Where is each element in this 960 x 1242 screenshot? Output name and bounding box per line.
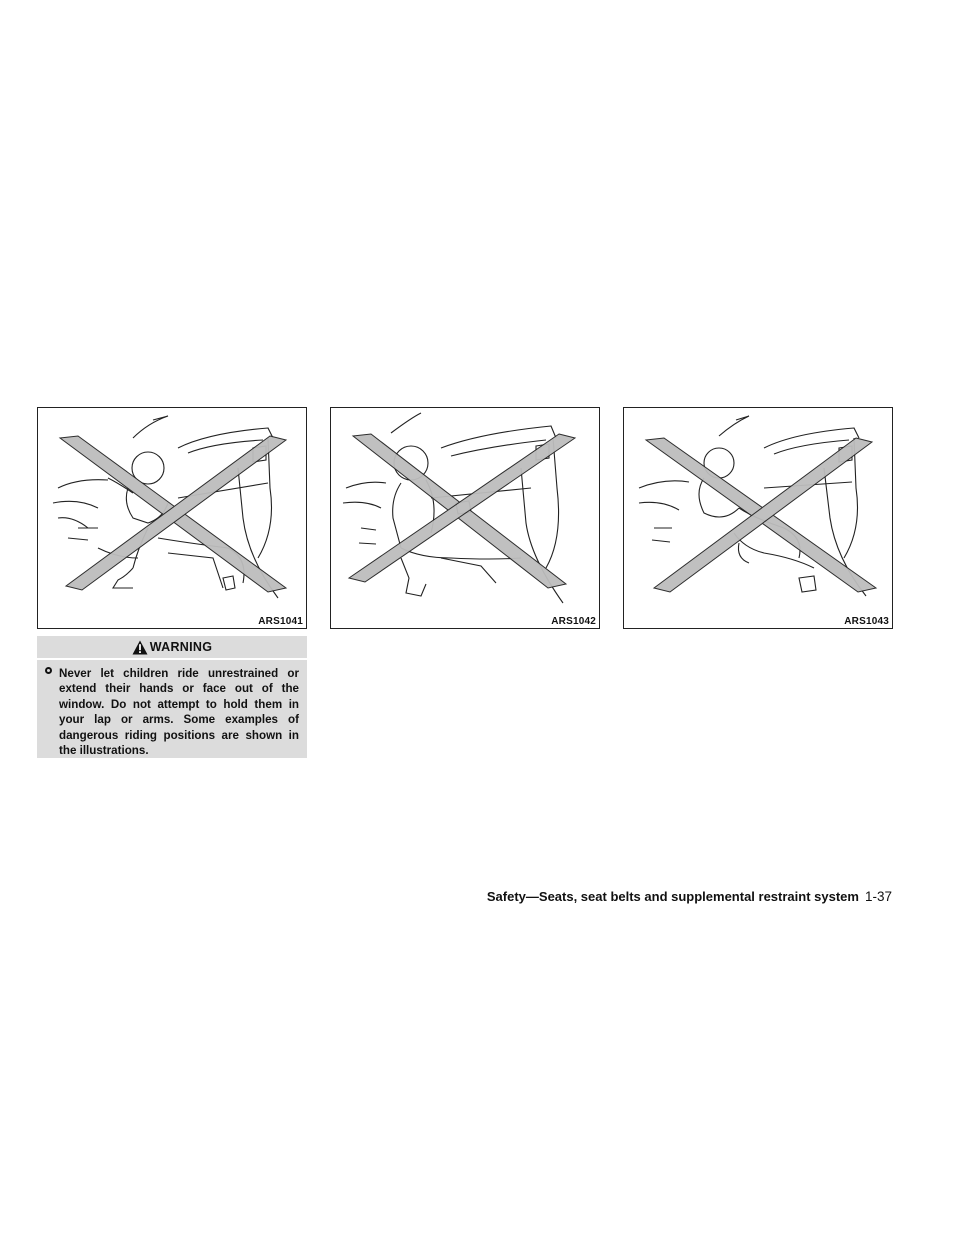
page-number: 1-37 (864, 889, 892, 904)
warning-header (37, 636, 307, 660)
section-title: Safety—Seats, seat belts and supplemental restraint system (486, 889, 859, 904)
illustration-child-unrestrained-2 (330, 407, 600, 629)
illustration-child-unrestrained-1 (37, 407, 307, 629)
car-interior-drawing (38, 408, 306, 628)
warning-list-item (37, 660, 307, 758)
car-interior-drawing (331, 408, 599, 628)
figure-caption: ARS1041 (258, 616, 303, 627)
warning-title: WARNING (149, 640, 213, 654)
illustration-child-unrestrained-3 (623, 407, 893, 629)
warning-text: Never let children ride unrestrained or extend their hands or face out of the window. Do not attempt to hold them in your lap or arms. Some examples of dangerous riding positions are shown in the illustrations. (59, 667, 299, 758)
warning-triangle-icon (132, 640, 148, 655)
page-footer (487, 889, 892, 904)
car-interior-drawing (624, 408, 892, 628)
warning-box (37, 636, 307, 758)
figure-caption: ARS1042 (551, 616, 596, 627)
figure-caption: ARS1043 (844, 616, 889, 627)
bullet-icon (45, 667, 52, 674)
